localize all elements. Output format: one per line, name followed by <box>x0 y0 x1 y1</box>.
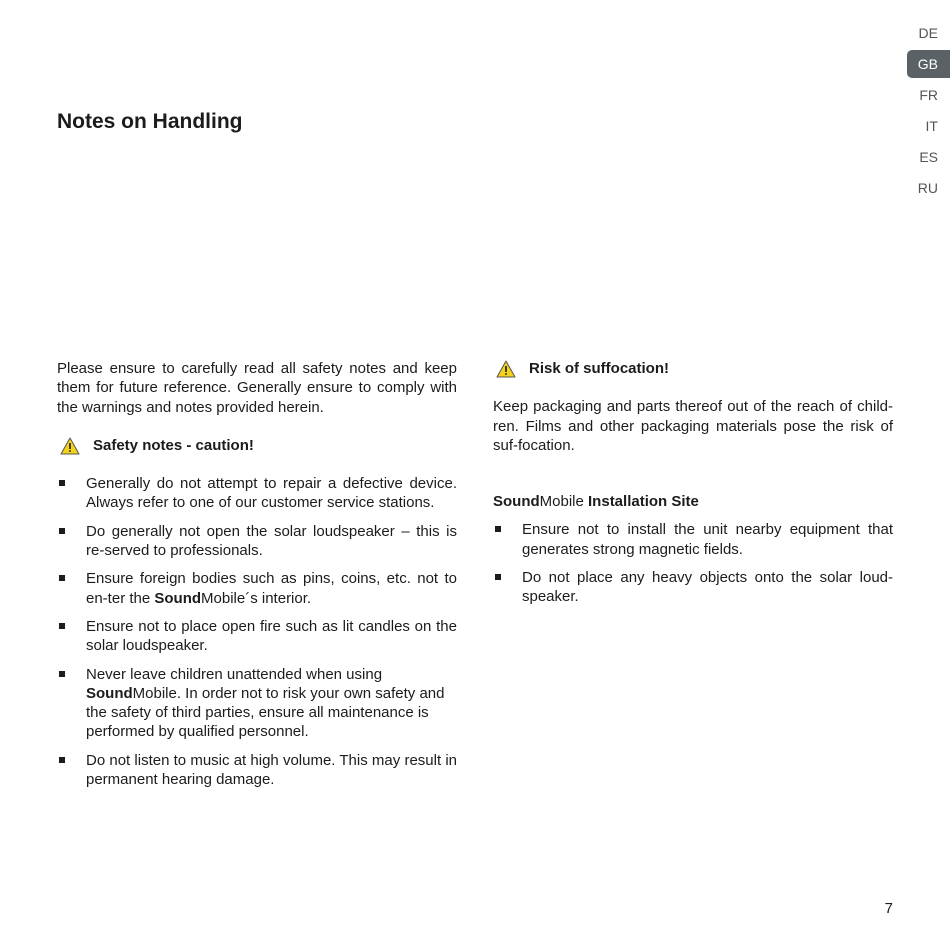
lang-label: DE <box>918 25 938 41</box>
warning-title: Safety notes - caution! <box>93 436 254 454</box>
right-column <box>493 359 893 616</box>
suffocation-warning-heading <box>493 359 893 378</box>
list-item <box>493 568 893 607</box>
square-bullet-icon <box>59 480 65 486</box>
lang-tab-fr[interactable] <box>907 81 950 109</box>
lang-tab-es[interactable] <box>907 143 950 171</box>
lang-label: RU <box>917 180 938 196</box>
square-bullet-icon <box>59 623 65 629</box>
list-item <box>493 520 893 559</box>
square-bullet-icon <box>59 575 65 581</box>
list-item <box>57 474 457 513</box>
brand-name: Sound <box>86 684 133 702</box>
page-number: 7 <box>884 900 893 917</box>
brand-name: Sound <box>493 493 540 511</box>
item-text: Do not listen to music at high volume. This may result in permanent hearing damage. <box>86 751 457 789</box>
list-item <box>57 751 457 790</box>
warning-triangle-icon <box>60 437 80 455</box>
lang-tab-gb[interactable] <box>907 50 950 78</box>
brand-name: Sound <box>154 589 202 607</box>
item-text: Generally do not attempt to repair a defective device. Always refer to one of our customer service stations. <box>86 475 457 512</box>
lang-tab-it[interactable] <box>907 112 950 140</box>
safety-notes-list <box>57 474 457 789</box>
item-text: Do not place any heavy objects onto the solar loud-speaker. <box>522 569 893 606</box>
square-bullet-icon <box>495 574 501 580</box>
lang-label: FR <box>919 87 938 103</box>
square-bullet-icon <box>495 526 501 532</box>
lang-tab-de[interactable] <box>907 19 950 47</box>
left-column <box>57 359 457 798</box>
list-item <box>57 617 457 656</box>
item-text-pre: Never leave children unattended when using <box>86 665 383 683</box>
lang-label: ES <box>919 149 938 165</box>
language-nav <box>907 19 950 205</box>
item-text: Ensure not to install the unit nearby equipment that generates strong magnetic fields. <box>522 521 893 558</box>
square-bullet-icon <box>59 671 65 677</box>
warning-triangle-icon <box>496 360 516 378</box>
item-text-post: Mobile. In order not to risk your own safety and the safety of third parties, ensure all maintenance is performed by qualified personnel. <box>86 684 445 741</box>
item-text-post: Mobile´s interior. <box>201 589 312 607</box>
lang-label: GB <box>917 56 938 72</box>
intro-paragraph: Please ensure to carefully read all safety notes and keep them for future reference. Generally ensure to comply with the warnings and notes provided herein. <box>57 360 457 416</box>
lang-tab-ru[interactable] <box>907 174 950 202</box>
brand-name-rest: Mobile <box>539 493 584 511</box>
list-item <box>57 665 457 742</box>
suffocation-paragraph: Keep packaging and parts thereof out of the reach of child-ren. Films and other packaging materials pose the risk of suf-focation. <box>493 398 893 454</box>
square-bullet-icon <box>59 528 65 534</box>
section-title: Installation Site <box>588 493 699 511</box>
item-text: Ensure not to place open fire such as lit candles on the solar loudspeaker. <box>86 617 457 655</box>
lang-label: IT <box>925 118 938 134</box>
warning-title: Risk of suffocation! <box>529 360 670 377</box>
safety-warning-heading <box>57 436 457 455</box>
square-bullet-icon <box>59 757 65 763</box>
installation-site-heading <box>493 492 893 511</box>
item-text-pre: Ensure foreign bodies such as pins, coins, etc. not to en-ter the <box>86 570 457 607</box>
list-item <box>57 569 457 608</box>
installation-list <box>493 520 893 606</box>
item-text: Do generally not open the solar loudspeaker – this is re-served to professionals. <box>86 522 457 560</box>
page-title: Notes on Handling <box>57 110 243 133</box>
list-item <box>57 522 457 561</box>
